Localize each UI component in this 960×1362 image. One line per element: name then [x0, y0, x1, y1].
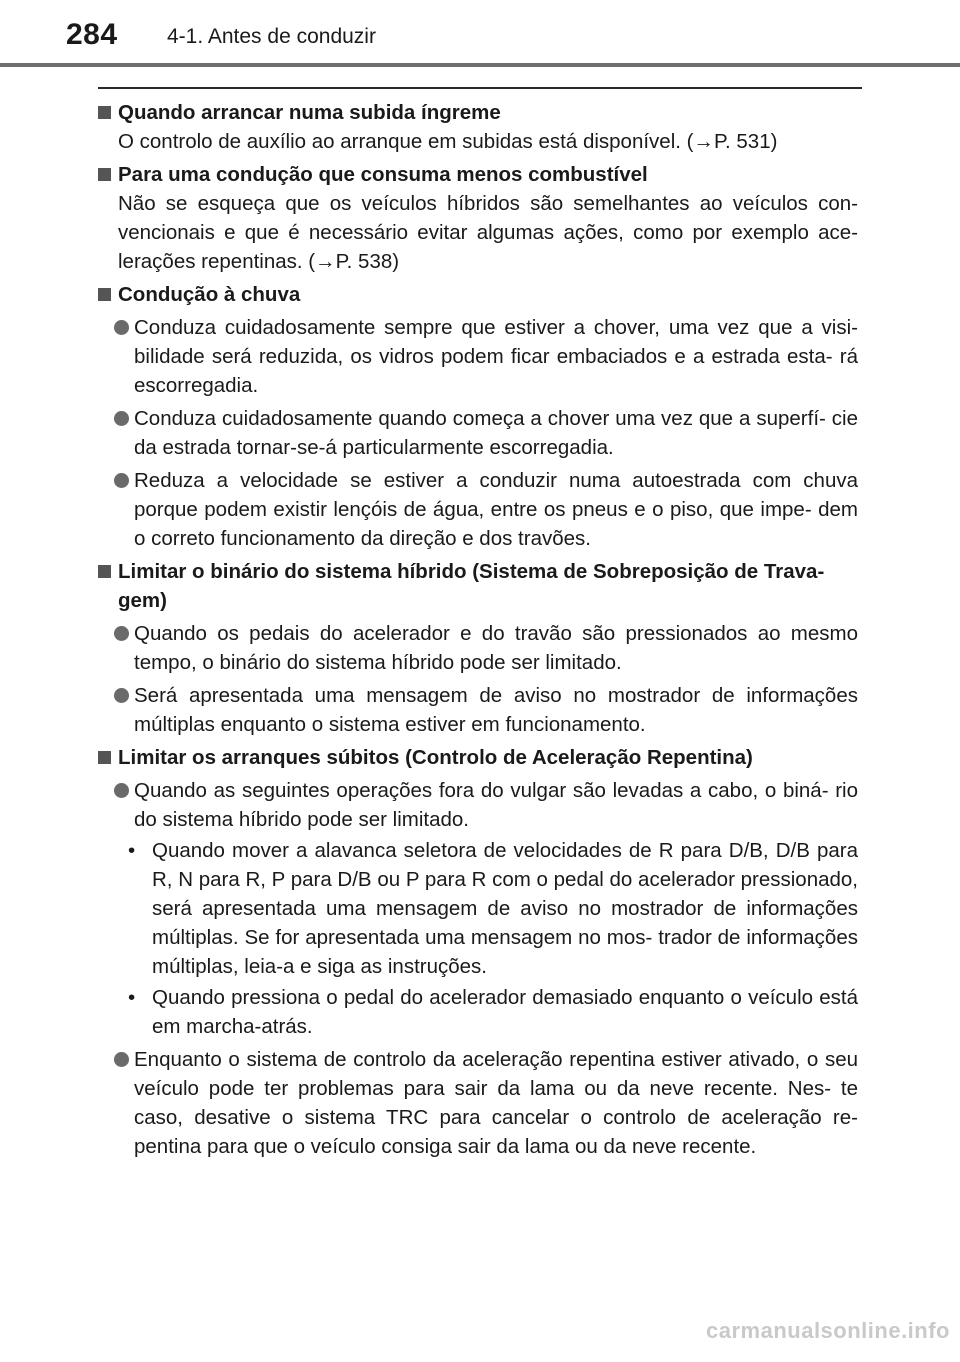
section-fuel-economy — [98, 160, 858, 276]
list-item-text: Quando as seguintes operações fora do vulgar são levadas a cabo, o biná- rio do sistema híbrido pode ser limitado. — [134, 779, 858, 831]
section-title: Limitar o binário do sistema híbrido (Sistema de Sobreposição de Trava- gem) — [118, 560, 825, 612]
list-item-text: Conduza cuidadosamente sempre que estiver a chover, uma vez que a visi- bilidade será reduzida, os vidros podem ficar embaciados e a estrada esta- rá escorregadia. — [134, 316, 858, 397]
section-heading — [98, 557, 858, 615]
round-bullet-icon — [114, 1052, 129, 1067]
sub-list-item — [98, 836, 858, 981]
section-title: Para uma condução que consuma menos combustível — [118, 163, 648, 186]
section-heading — [98, 280, 858, 309]
section-title: Quando arrancar numa subida íngreme — [118, 101, 501, 124]
sub-list-item-text: Quando pressiona o pedal do acelerador demasiado enquanto o veículo está em marcha-atrás. — [152, 986, 858, 1038]
list-item-text: Quando os pedais do acelerador e do travão são pressionados ao mesmo tempo, o binário do sistema híbrido pode ser limitado. — [134, 622, 858, 674]
list-item — [98, 776, 858, 834]
watermark: carmanualsonline.info — [706, 1318, 950, 1343]
page-header — [0, 0, 960, 68]
sub-bullet-marker: • — [128, 839, 136, 862]
list-item-text: Conduza cuidadosamente quando começa a chover uma vez que a superfí- cie da estrada tornar-se-á particularmente escorregadia. — [134, 407, 858, 459]
square-bullet-icon — [98, 565, 111, 578]
list-item-text: Reduza a velocidade se estiver a conduzir numa autoestrada com chuva porque podem existir lençóis de água, entre os pneus e o piso, que impe- dem o correto funcionamento da direção e dos travões. — [134, 469, 858, 550]
round-bullet-icon — [114, 688, 129, 703]
section-rain-driving — [98, 280, 858, 553]
list-item-text: Enquanto o sistema de controlo da aceleração repentina estiver ativado, o seu veículo pode ter problemas para sair da lama ou da neve recente. Nes- te caso, desative o sistema TRC para cancelar o controlo de aceleração re- pentina para que o veículo consiga sair da lama ou da neve recente. — [134, 1048, 858, 1158]
section-paragraph: Não se esqueça que os veículos híbridos são semelhantes ao veículos con- vencionais e que é necessário evitar algumas ações, como por exemplo ace- lerações repentinas. (→P. 538) — [118, 192, 858, 273]
square-bullet-icon — [98, 288, 111, 301]
section-brake-override — [98, 557, 858, 739]
header-divider — [0, 63, 960, 67]
round-bullet-icon — [114, 626, 129, 641]
section-heading — [98, 160, 858, 189]
section-heading — [98, 743, 858, 772]
list-item — [98, 313, 858, 400]
section-sudden-start — [98, 743, 858, 1161]
list-item-text: Será apresentada uma mensagem de aviso no mostrador de informações múltiplas enquanto o sistema estiver em funcionamento. — [134, 684, 858, 736]
content-top-divider — [98, 87, 862, 89]
round-bullet-icon — [114, 411, 129, 426]
list-item — [98, 466, 858, 553]
chapter-title: 4-1. Antes de conduzir — [167, 25, 376, 48]
sub-bullet-marker: • — [128, 986, 136, 1009]
list-item — [98, 1045, 858, 1161]
list-item — [98, 619, 858, 677]
sub-list-item-text: Quando mover a alavanca seletora de velocidades de R para D/B, D/B para R, N para R, P para D/B ou P para R com o pedal do acelerador pressionado, será apresentada uma mensagem de aviso no mostrador de informações múltiplas. Se for apresentada uma mensagem no mos- trador de informações múltiplas, leia-a e siga as instruções. — [152, 839, 858, 978]
square-bullet-icon — [98, 751, 111, 764]
section-title: Condução à chuva — [118, 283, 301, 306]
section-steep-slope — [98, 98, 858, 156]
list-item — [98, 681, 858, 739]
round-bullet-icon — [114, 473, 129, 488]
round-bullet-icon — [114, 320, 129, 335]
list-item — [98, 404, 858, 462]
page-content — [98, 94, 858, 1165]
page-number: 284 — [66, 18, 118, 51]
section-title: Limitar os arranques súbitos (Controlo de Aceleração Repentina) — [118, 746, 753, 769]
round-bullet-icon — [114, 783, 129, 798]
section-heading — [98, 98, 858, 127]
square-bullet-icon — [98, 106, 111, 119]
sub-list-item — [98, 983, 858, 1041]
square-bullet-icon — [98, 168, 111, 181]
section-paragraph: O controlo de auxílio ao arranque em subidas está disponível. (→P. 531) — [118, 130, 778, 153]
